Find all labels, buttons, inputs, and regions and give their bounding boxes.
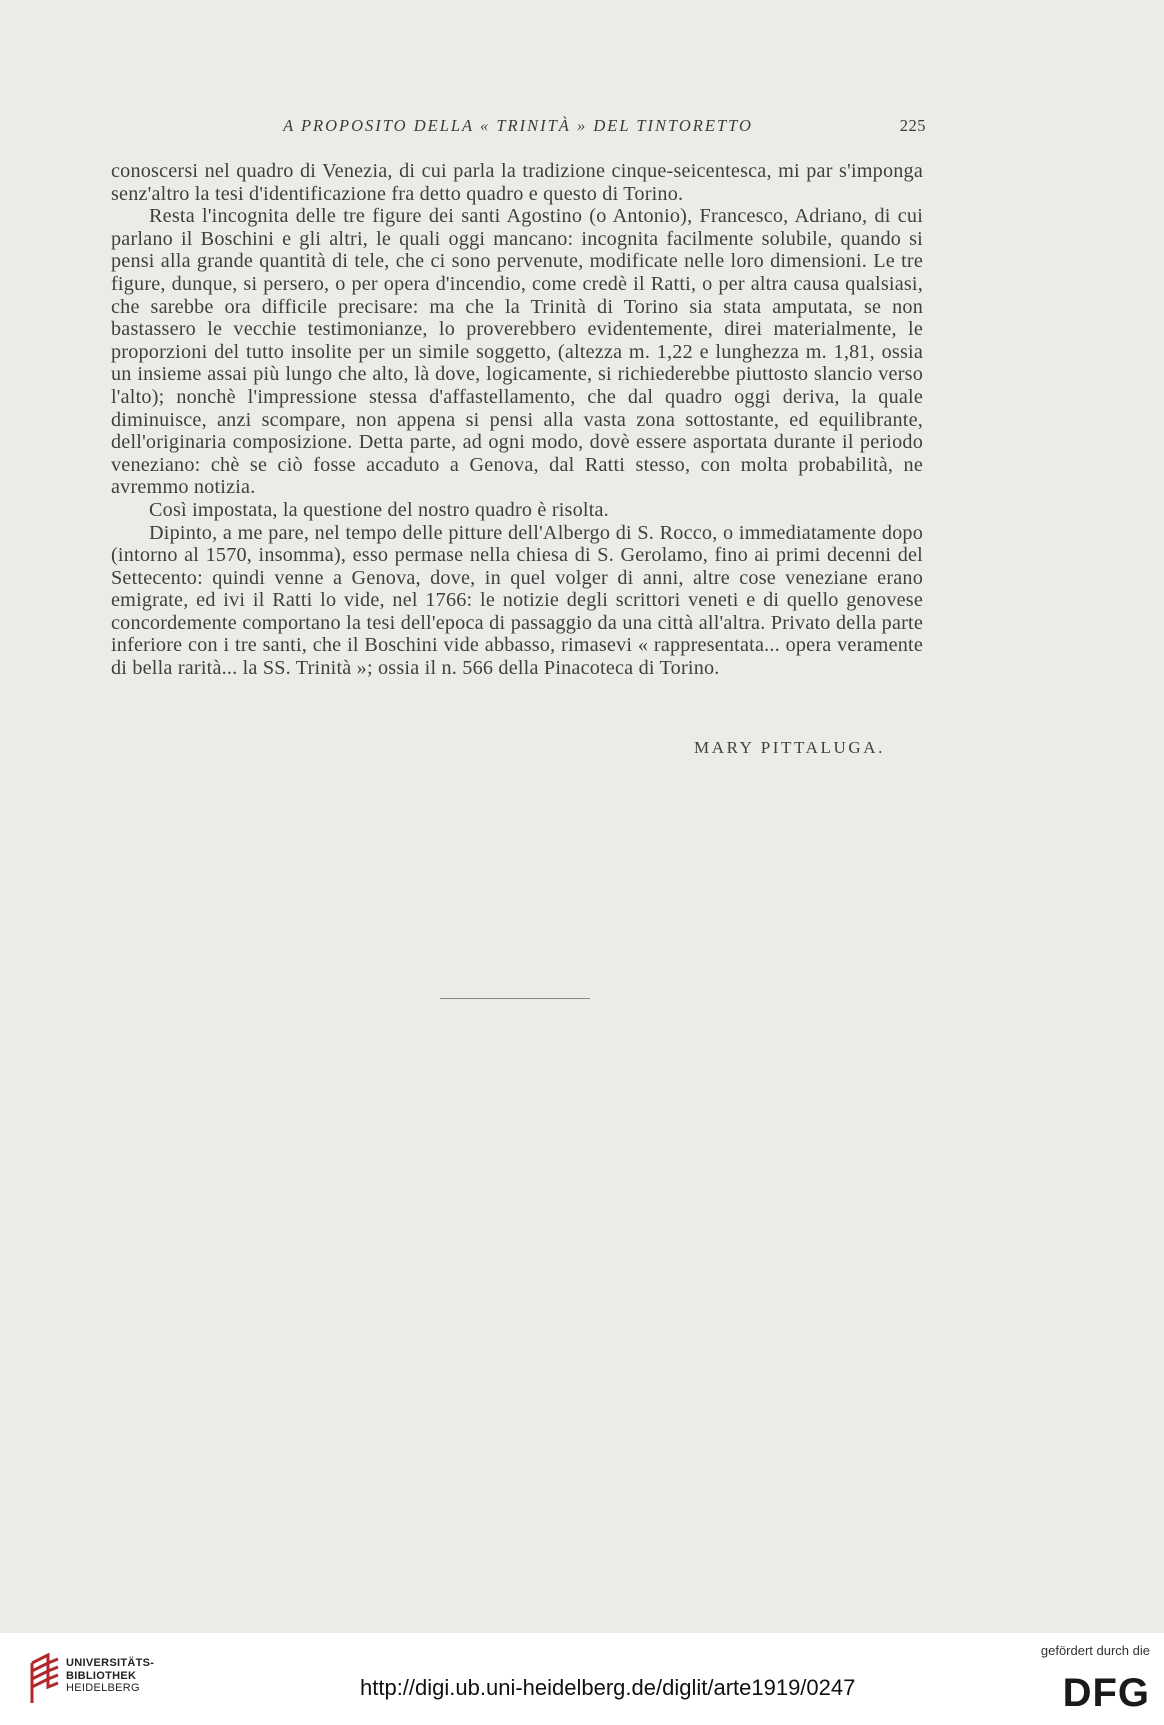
permalink[interactable]: http://digi.ub.uni-heidelberg.de/diglit/arte1919/0247 xyxy=(360,1675,856,1700)
library-name-line: HEIDELBERG xyxy=(66,1682,140,1694)
paragraph: Così impostata, la questione del nostro quadro è risolta. xyxy=(149,498,609,521)
library-name-line: BIBLIOTHEK xyxy=(66,1669,137,1682)
library-name-line: UNIVERSITÄTS- xyxy=(66,1657,155,1669)
library-logo-icon xyxy=(28,1653,62,1705)
paragraph: conoscersi nel quadro di Venezia, di cui parla la tradizione cinque-seicentesca, mi par s'imponga senz'altro la tesi d'identificazione fra detto quadro e questo di Torino. xyxy=(111,160,923,205)
library-name xyxy=(66,1657,154,1695)
paragraph: Resta l'incognita delle tre figure dei santi Agostino (o Antonio), Francesco, Adriano, di cui parlano il Boschini e gli altri, le quali oggi mancano: incognita facilmente solubile, quando si pensi alla grande quantità di tele, che ci sono pervenute, modificate nelle loro dimensioni. Le tre figure, dunque, si persero, o per opera d'incendio, come credè il Ratti, o per altra causa qualsiasi, che sarebbe ora difficile precisare: ma che la Trinità di Torino sia stata amputata, se non bastassero le vecchie testimonianze, lo proverebbero evidentemente, direi materialmente, le proporzioni del tutto insolite per un simile soggetto, (altezza m. 1,22 e lunghezza m. 1,81, ossia un insieme assai più lungo che alto, là dove, logicamente, si richiederebbe piuttosto slancio verso l'alto); nonchè l'impressione stessa d'affastellamento, che dal quadro oggi deriva, la quale diminuisce, anzi scompare, non appena si pensi alla vasta zona sottostante, ed equilibrante, dell'originaria composizione. Detta parte, ad ogni modo, dovè essere asportata durante il periodo veneziano: chè se ciò fosse accaduto a Genova, dal Ratti stesso, con molta probabilità, ne avremmo notizia. xyxy=(111,205,923,499)
section-rule xyxy=(440,998,590,999)
paragraph: Dipinto, a me pare, nel tempo delle pitture dell'Albergo di S. Rocco, o immediatamente dopo (intorno al 1570, insomma), esso permase nella chiesa di S. Gerolamo, fino ai primi decenni del Settecento: quindi venne a Genova, dove, in quel volger di anni, altre cose veneziane erano emigrate, ed ivi il Ratti lo vide, nel 1766: le notizie degli scrittori veneti e di quello genovese concordemente comportano la tesi dell'epoca di passaggio da una città all'altra. Privato della parte inferiore con i tre santi, che il Boschini vide abbasso, rimasevi « rappresentata... opera veramente di bella rarità... la SS. Trinità »; ossia il n. 566 della Pinacoteca di Torino. xyxy=(111,521,923,680)
article-body xyxy=(111,160,923,680)
dfg-logo: DFG xyxy=(1062,1671,1150,1715)
author-signature: MARY PITTALUGA. xyxy=(694,738,885,757)
funding-note: gefördert durch die xyxy=(1040,1643,1150,1658)
running-head xyxy=(110,116,926,136)
running-title: A PROPOSITO DELLA « TRINITÀ » DEL TINTORETTO xyxy=(283,116,753,135)
page-number: 225 xyxy=(899,116,926,135)
footer-bar xyxy=(0,1633,1164,1725)
